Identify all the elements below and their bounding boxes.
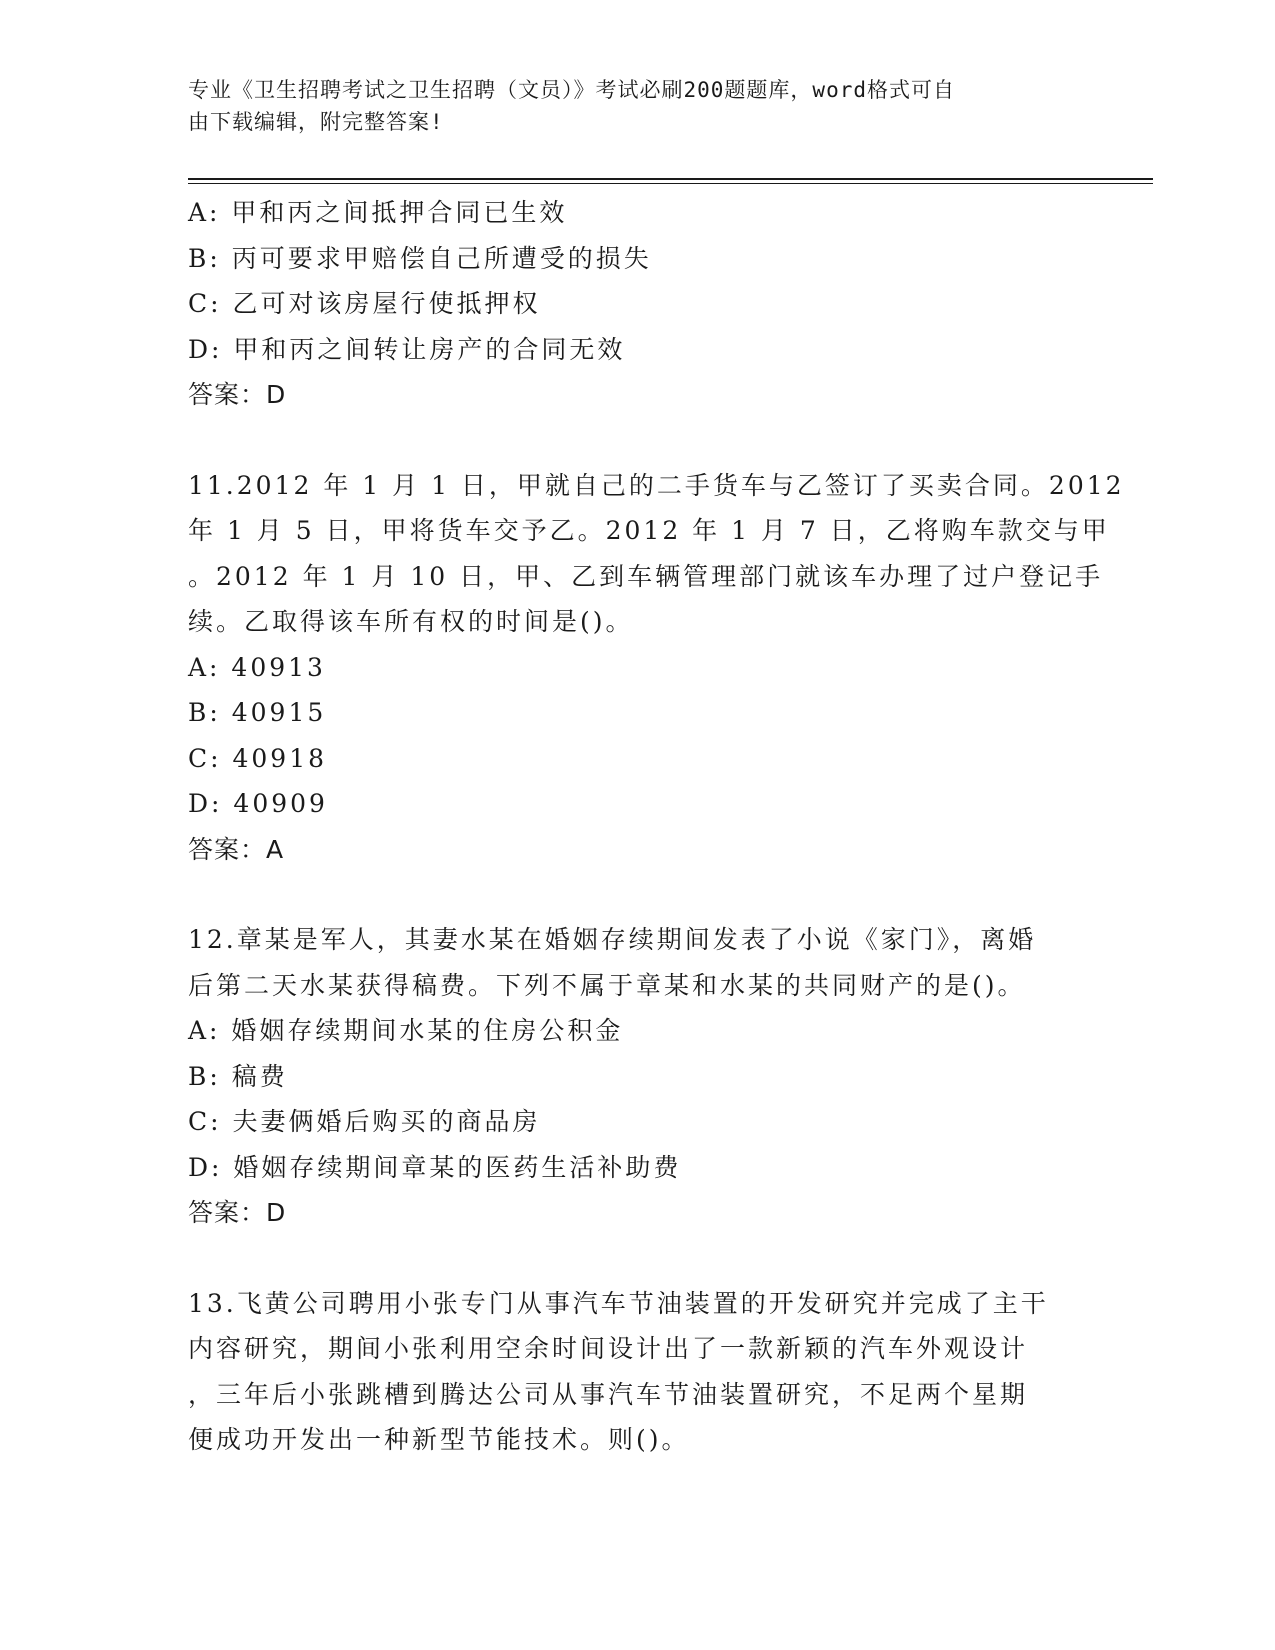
question-stem-line: 12.章某是军人，其妻水某在婚姻存续期间发表了小说《家门》，离婚 xyxy=(188,925,1037,954)
option-b: B: 丙可要求甲赔偿自己所遭受的损失 xyxy=(188,243,652,273)
header-title-line-1: 专业《卫生招聘考试之卫生招聘（文员）》考试必刷200题题库，word格式可自 xyxy=(188,78,955,102)
question-12 xyxy=(188,917,1088,1236)
question-stem-line: 续。乙取得该车所有权的时间是()。 xyxy=(188,607,634,636)
question-stem-line: 13.飞黄公司聘用小张专门从事汽车节油装置的开发研究并完成了主干 xyxy=(188,1288,1049,1318)
question-stem-line: 11.2012 年 1 月 1 日，甲就自己的二手货车与乙签订了买卖合同。2012 xyxy=(188,470,1125,500)
option-d: D: 40909 xyxy=(188,789,328,818)
option-a: A: 婚姻存续期间水某的住房公积金 xyxy=(188,1016,624,1045)
spacer xyxy=(188,872,1088,917)
option-b: B: 稿费 xyxy=(188,1061,288,1091)
header-divider-thick xyxy=(188,178,1153,180)
question-stem-line: 。2012 年 1 月 10 日，甲、乙到车辆管理部门就该车办理了过户登记手 xyxy=(188,561,1104,591)
option-c: C: 乙可对该房屋行使抵押权 xyxy=(188,289,541,318)
option-a: A: 甲和丙之间抵押合同已生效 xyxy=(188,198,568,227)
option-c: C: 40918 xyxy=(188,743,328,773)
header-divider-thin xyxy=(188,183,1153,184)
question-11 xyxy=(188,463,1125,873)
option-d: D: 甲和丙之间转让房产的合同无效 xyxy=(188,334,626,364)
question-13 xyxy=(188,1281,1088,1463)
option-d: D: 婚姻存续期间章某的医药生活补助费 xyxy=(188,1152,682,1182)
spacer xyxy=(188,1236,1088,1281)
option-c: C: 夫妻俩婚后购买的商品房 xyxy=(188,1107,541,1136)
header-title-line-2: 由下载编辑，附完整答案! xyxy=(188,110,444,134)
page-header xyxy=(188,74,1068,138)
question-content xyxy=(188,190,1125,1463)
question-stem-line: 便成功开发出一种新型节能技术。则()。 xyxy=(188,1425,690,1454)
option-b: B: 40915 xyxy=(188,698,327,727)
option-a: A: 40913 xyxy=(188,652,326,682)
answer: 答案：D xyxy=(188,1198,287,1227)
answer: 答案：A xyxy=(188,834,285,864)
question-10 xyxy=(188,190,1088,418)
question-stem-line: ，三年后小张跳槽到腾达公司从事汽车节油装置研究，不足两个星期 xyxy=(188,1379,1029,1409)
question-stem-line: 内容研究，期间小张利用空余时间设计出了一款新颖的汽车外观设计 xyxy=(188,1334,1029,1363)
question-stem-line: 年 1 月 5 日，甲将货车交予乙。2012 年 1 月 7 日，乙将购车款交与甲 xyxy=(188,516,1110,545)
question-stem-line: 后第二天水某获得稿费。下列不属于章某和水某的共同财产的是()。 xyxy=(188,970,1026,1000)
spacer xyxy=(188,418,1088,463)
answer: 答案：D xyxy=(188,380,287,409)
